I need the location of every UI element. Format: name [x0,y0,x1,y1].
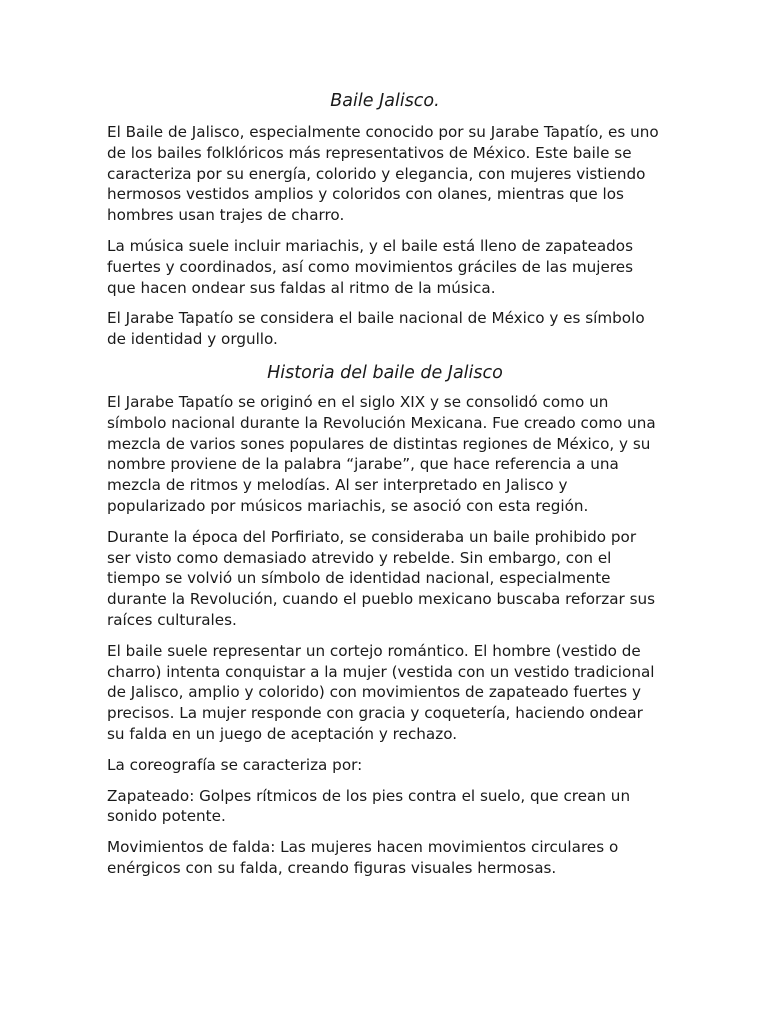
intro-paragraph-1: El Baile de Jalisco, especialmente conocido por su Jarabe Tapatío, es uno de los bailes folklóricos más representativos de México. Este baile se caracteriza por su energía, colorido y elegancia, con mujeres vistiendo hermosos vestidos amplios y coloridos con olanes, mientras que los hombres usan trajes de charro. [107,123,659,225]
section-paragraph-5: Zapateado: Golpes rítmicos de los pies contra el suelo, que crean un sonido potente. [107,786,631,826]
document-title: Baile Jalisco. [330,91,440,111]
section-paragraph-6: Movimientos de falda: Las mujeres hacen movimientos circulares o enérgicos con su falda, creando figuras visuales hermosas. [107,838,619,877]
section-paragraph-3: El baile suele representar un cortejo romántico. El hombre (vestido de charro) intenta conquistar a la mujer (vestida con un vestido tradicional de Jalisco, amplio y colorido) con movimientos de zapateado fuertes y precisos. La mujer responde con gracia y coquetería, haciendo ondear su falda en un juego de aceptación y rechazo. [107,641,655,743]
section-paragraph-2: Durante la época del Porfiriato, se consideraba un baile prohibido por ser visto como demasiado atrevido y rebelde. Sin embargo, con el tiempo se volvió un símbolo de identidad nacional, especialmente durante la Revolución, cuando el pueblo mexicano buscaba reforzar sus raíces culturales. [107,527,656,629]
document-page [107,88,663,889]
intro-paragraph-2: La música suele incluir mariachis, y el baile está lleno de zapateados fuertes y coordinados, así como movimientos gráciles de las mujeres que hacen ondear sus faldas al ritmo de la música. [107,236,634,297]
intro-paragraph-3: El Jarabe Tapatío se considera el baile nacional de México y es símbolo de identidad y orgullo. [107,309,645,349]
section-title: Historia del baile de Jalisco [267,362,503,383]
section-paragraph-1: El Jarabe Tapatío se originó en el siglo XIX y se consolidó como un símbolo nacional durante la Revolución Mexicana. Fue creado como una mezcla de varios sones populares de distintas regiones de México, y su nombre proviene de la palabra “jarabe”, que hace referencia a una mezcla de ritmos y melodías. Al ser interpretado en Jalisco y popularizado por músicos mariachis, se asoció con esta región. [107,392,656,515]
section-paragraph-4: La coreografía se caracteriza por: [107,755,363,774]
